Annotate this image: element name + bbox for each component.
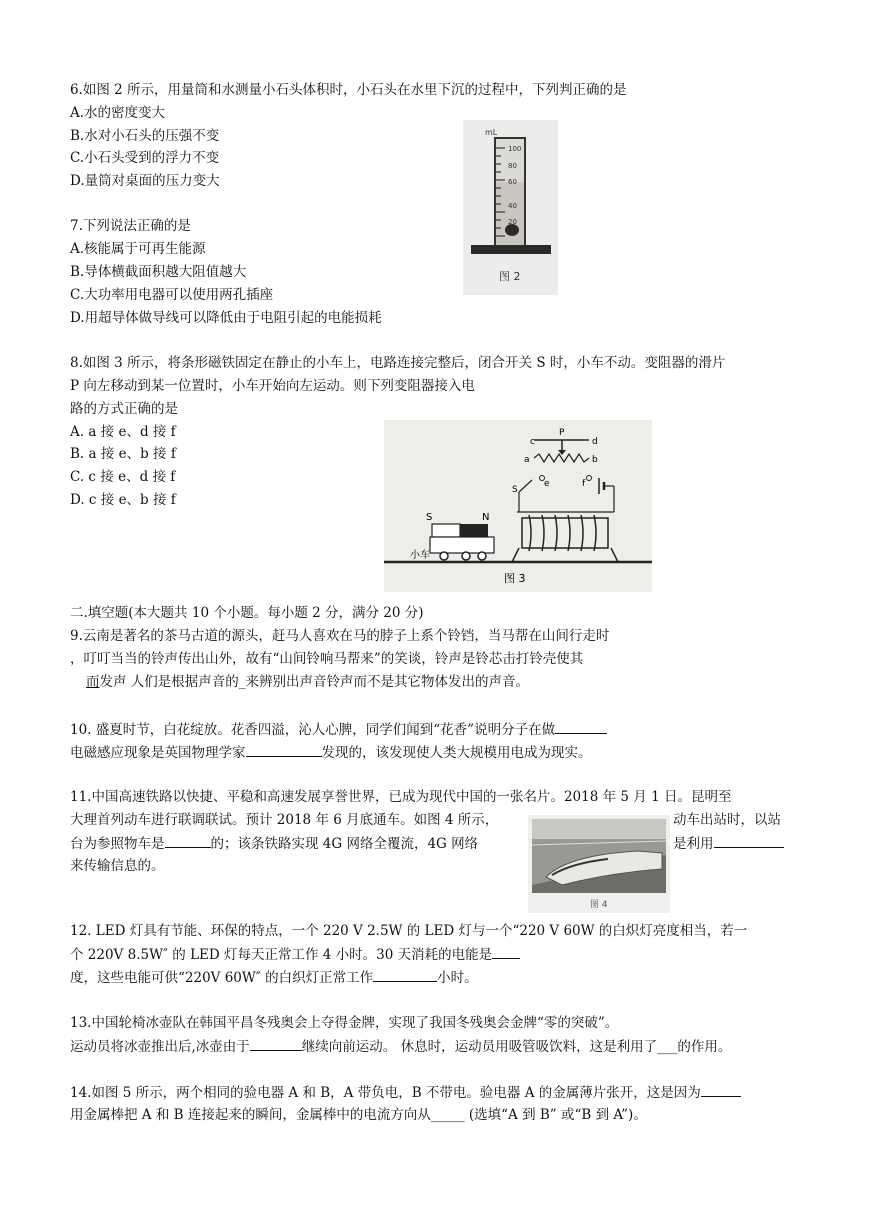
q12-line1: 12. LED 灯具有节能、环保的特点，一个 220 V 2.5W 的 LED 灯与一个“220 V 60W 的白炽灯亮度相当，若一 <box>70 923 748 939</box>
figure-4-train-photo <box>528 815 670 913</box>
terminal-c-label: c <box>530 437 535 447</box>
q10-line2-text-b: 发现的，该发现使人类大规模用电成为现实。 <box>321 745 592 761</box>
q6-option-b: B.水对小石头的压强不变 <box>70 128 220 144</box>
q11-line3-text-c: 是利用 <box>673 836 714 852</box>
tick-label-20: 20 <box>508 218 517 226</box>
switch-s-label: S <box>512 485 518 495</box>
q6-stem: 6.如图 2 所示，用量筒和水测量小石头体积时，小石头在水里下沉的过程中，下列判正确的是 <box>70 82 627 98</box>
q8-line3: 路的方式正确的是 <box>70 401 178 417</box>
q7-option-b: B.导体横截面积越大阻值越大 <box>70 264 247 280</box>
q14-line2: 用金属棒把 A 和 B 连接起来的瞬间，金属棒中的电流方向从_____ (选填“A 到 B” 或“B 到 A”)。 <box>70 1107 647 1123</box>
q14-blank-1[interactable] <box>701 1082 741 1097</box>
q6-option-a: A.水的密度变大 <box>70 105 166 121</box>
q14-line1 <box>70 1082 741 1103</box>
figure-3-caption: 图 3 <box>504 572 526 585</box>
q11-line3c <box>673 833 784 854</box>
magnet-north-label: N <box>482 512 490 523</box>
terminal-b-label: b <box>592 455 598 465</box>
q7-stem: 7.下列说法正确的是 <box>70 218 191 234</box>
terminal-d-label: d <box>592 437 598 447</box>
figure-3-circuit <box>384 420 652 592</box>
q11-blank-1[interactable] <box>165 833 211 848</box>
q12-line3 <box>70 967 478 988</box>
q11-blank-2[interactable] <box>714 833 784 848</box>
q11-line2b: 动车出站时，以站 <box>673 812 781 828</box>
q8-option-a: A. a 接 e、d 接 f <box>70 424 176 440</box>
train-photo-drawing <box>528 815 670 913</box>
q12-line3-text-b: 小时。 <box>437 970 478 986</box>
q12-line3-text-a: 度，这些电能可供“220V 60W″ 的白织灯正常工作 <box>70 970 374 986</box>
q12-line2-text: 个 220V 8.5W″ 的 LED 灯每天正常工作 4 小时。30 天消耗的电能是 <box>70 947 493 963</box>
q7-option-d: D.用超导体做导线可以降低由于电阻引起的电能损耗 <box>70 310 382 326</box>
q9-line1: 9.云南是著名的茶马古道的源头，赶马人喜欢在马的脖子上系个铃铛，当马帮在山间行走时 <box>70 628 610 644</box>
cart-label: 小车 <box>410 550 430 561</box>
terminal-a-label: a <box>524 455 530 465</box>
q8-option-d: D. c 接 e、b 接 f <box>70 492 176 508</box>
q14-line1-text: 14.如图 5 所示，两个相同的验电器 A 和 B，A 带负电，B 不带电。验电器 A 的金属薄片张开，这是因为 <box>70 1085 701 1101</box>
q12-line2 <box>70 944 520 965</box>
q11-line2a: 大理首列动车进行联调联试。预计 2018 年 6 月底通车。如图 4 所示， <box>70 812 499 828</box>
q8-line1: 8.如图 3 所示，将条形磁铁固定在静止的小车上，电路连接完整后，闭合开关 S 时，小车不动。变阻器的滑片 <box>70 355 726 371</box>
q13-line2-text-a: 运动员将冰壶推出后,冰壶由于 <box>70 1039 250 1055</box>
q11-line4: 来传输信息的。 <box>70 858 165 874</box>
q7-option-a: A.核能属于可再生能源 <box>70 241 206 257</box>
graduated-cylinder-drawing <box>463 120 558 295</box>
q12-blank-1[interactable] <box>492 944 520 959</box>
q11-line3-text-a: 台为参照物车是 <box>70 836 165 852</box>
tick-label-100: 100 <box>508 145 522 153</box>
terminal-e-label: e <box>544 479 550 489</box>
q10-blank-2[interactable] <box>246 742 322 757</box>
q13-line2-text-b: 继续向前运动。 休息时，运动员用吸管吸饮料，这是利用了___的作用。 <box>301 1039 732 1055</box>
q10-line1 <box>70 719 607 740</box>
q11-line3 <box>70 833 478 854</box>
q10-line1-text: 10. 盛夏时节，白花绽放。花香四溢，沁人心脾，同学们闻到“花香”说明分子在做 <box>70 722 556 738</box>
q9-line2: ，叮叮当当的铃声传出山外，故有“山间铃响马帮来”的笑谈，铃声是铃芯击打铃壳使其 <box>70 651 584 667</box>
figure-2-caption: 图 2 <box>499 270 521 283</box>
q7-option-c: C.大功率用电器可以使用两孔插座 <box>70 287 274 303</box>
tick-label-60: 60 <box>508 178 517 186</box>
tick-label-40: 40 <box>508 202 517 210</box>
q10-line2-text-a: 电磁感应现象是英国物理学家 <box>70 745 246 761</box>
q13-line2 <box>70 1036 731 1057</box>
section-2-heading: 二.填空题(本大题共 10 个小题。每小题 2 分，满分 20 分) <box>70 605 424 621</box>
q10-blank-1[interactable] <box>555 719 607 734</box>
q9-underlined-er: 而 <box>86 674 100 690</box>
magnet-south-label: S <box>426 512 433 523</box>
q6-option-c: C.小石头受到的浮力不变 <box>70 150 220 166</box>
slider-p-label: P <box>559 428 565 438</box>
tick-label-80: 80 <box>508 162 517 170</box>
q13-line1: 13.中国轮椅冰壶队在韩国平昌冬残奥会上夺得金牌，实现了我国冬残奥会金牌“零的突破”。 <box>70 1015 619 1031</box>
q11-line3-text-b: 的；该条铁路实现 4G 网络全覆流，4G 网络 <box>210 836 479 852</box>
figure-2-cylinder <box>463 120 558 295</box>
q8-option-c: C. c 接 e、d 接 f <box>70 469 176 485</box>
q6-option-d: D.量筒对桌面的压力变大 <box>70 173 220 189</box>
terminal-f-label: f <box>582 479 586 489</box>
q13-blank-1[interactable] <box>250 1036 302 1051</box>
q8-option-b: B. a 接 e、b 接 f <box>70 446 176 462</box>
cylinder-unit-label: mL <box>485 128 498 137</box>
q8-line2: P 向左移动到某一位置时，小车开始向左运动。则下列变阻器接入电 <box>70 378 475 394</box>
circuit-drawing <box>384 420 652 592</box>
q11-line1: 11.中国高速铁路以快捷、平稳和高速发展享誉世界，已成为现代中国的一张名片。2018 年 5 月 1 日。昆明至 <box>70 789 732 805</box>
q10-line2 <box>70 742 592 763</box>
figure-4-caption: 图 4 <box>590 900 608 910</box>
q12-blank-2[interactable] <box>373 967 437 982</box>
q9-line3 <box>86 672 529 692</box>
q9-line3-rest: 发声 人们是根据声音的_来辨别出声音铃声而不是其它物体发出的声音。 <box>99 674 530 690</box>
